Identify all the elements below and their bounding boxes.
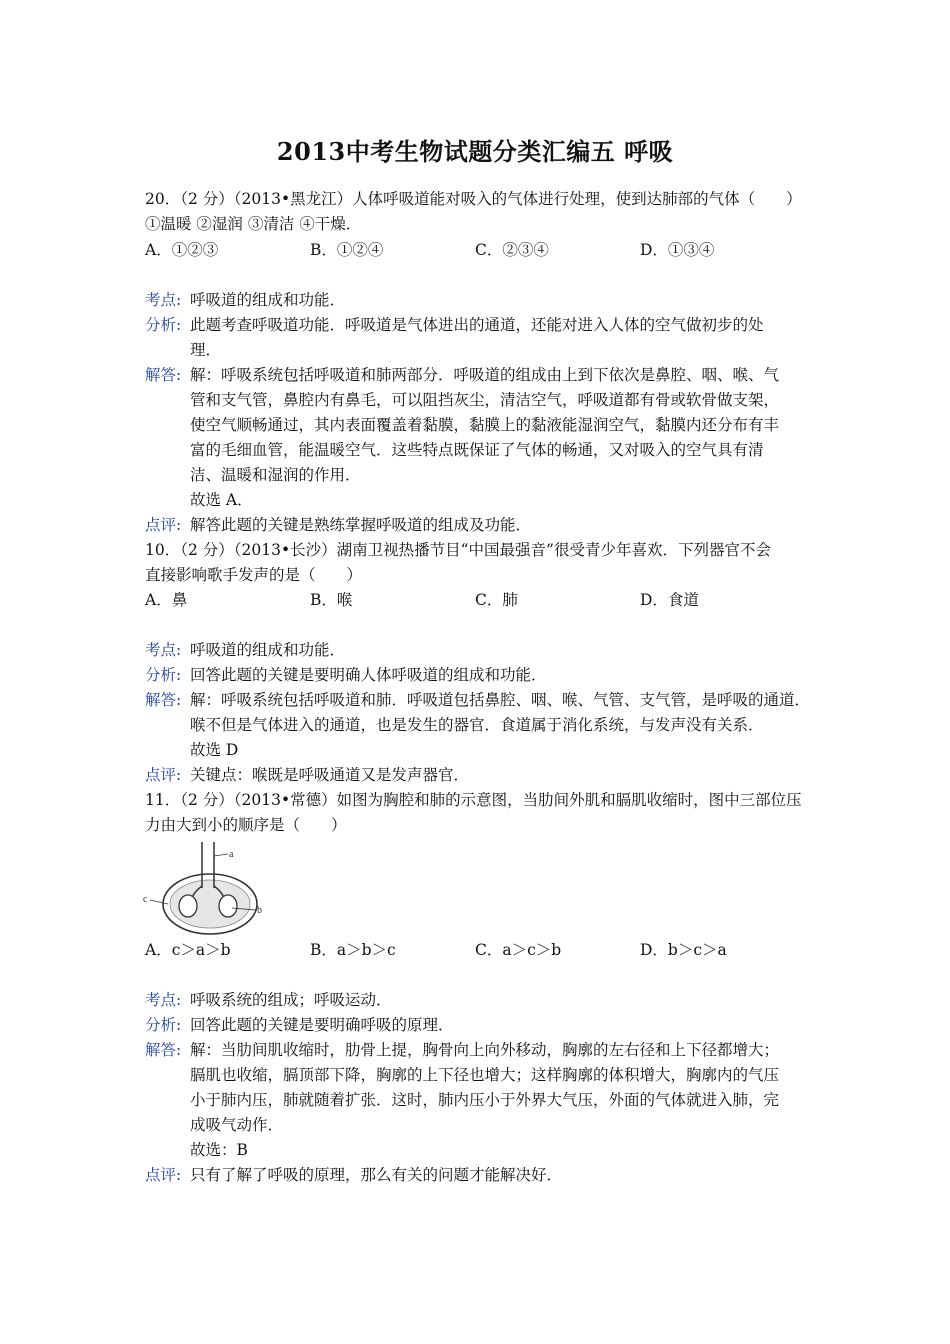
kaodian-text: 呼吸道的组成和功能．	[190, 291, 346, 309]
pointer-c	[150, 900, 168, 904]
page-title: 2013中考生物试题分类汇编五 呼吸	[276, 137, 674, 166]
question-stem: 20．（2 分）（2013•黑龙江）人体呼吸道能对吸入的气体进行处理，使到达肺部的气体（ ）	[145, 190, 802, 208]
option-b: B．a＞b＞c	[310, 941, 396, 959]
label-a: a	[229, 849, 234, 860]
left-lung	[179, 895, 197, 917]
pointer-a	[214, 854, 228, 856]
jieda-answer: 故选：B	[190, 1141, 248, 1159]
question-stem: 直接影响歌手发声的是（ ）	[145, 566, 363, 584]
fenxi-text: 理．	[190, 341, 222, 359]
dianping-text: 只有了解了呼吸的原理，那么有关的问题才能解决好．	[190, 1166, 563, 1184]
jieda-label: 解答:	[145, 1041, 182, 1059]
jieda-text: 洁、温暖和湿润的作用．	[190, 466, 361, 484]
jieda-label: 解答:	[145, 691, 182, 709]
dianping-text: 解答此题的关键是熟练掌握呼吸道的组成及功能．	[190, 516, 532, 534]
kaodian-label: 考点:	[145, 291, 182, 309]
jieda-text: 小于肺内压，肺就随着扩张．这时，肺内压小于外界大气压，外面的气体就进入肺，完	[190, 1091, 780, 1109]
kaodian-text: 呼吸系统的组成；呼吸运动．	[190, 991, 392, 1009]
fenxi-text: 回答此题的关键是要明确呼吸的原理．	[190, 1016, 454, 1034]
label-c: c	[143, 894, 148, 905]
jieda-text: 管和支气管，鼻腔内有鼻毛，可以阻挡灰尘，清洁空气，呼吸道都有骨或软骨做支架，	[190, 391, 780, 409]
option-a: A．c＞a＞b	[145, 941, 231, 959]
fenxi-label: 分析:	[145, 316, 182, 334]
dianping-label: 点评:	[145, 766, 182, 784]
fenxi-text: 回答此题的关键是要明确人体呼吸道的组成和功能．	[190, 666, 547, 684]
option-c: C．肺	[475, 591, 518, 609]
jieda-text: 富的毛细血管，能温暖空气．这些特点既保证了气体的畅通，又对吸入的空气具有清	[190, 441, 764, 459]
right-lung	[219, 895, 237, 917]
option-b: B．①②④	[310, 241, 384, 259]
jieda-text: 解：呼吸系统包括呼吸道和肺两部分．呼吸道的组成由上到下依次是鼻腔、咽、喉、气	[190, 366, 780, 384]
question-stem: 10．（2 分）（2013•长沙）湖南卫视热播节目“中国最强音”很受青少年喜欢．下列器官不会	[145, 541, 771, 559]
jieda-text: 使空气顺畅通过，其内表面覆盖着黏膜，黏膜上的黏液能湿润空气，黏膜内还分布有丰	[190, 416, 780, 434]
jieda-text: 膈肌也收缩，膈顶部下降，胸廓的上下径也增大；这样胸廓的体积增大，胸廓内的气压	[190, 1066, 780, 1084]
label-b: b	[257, 905, 262, 916]
question-stem: 11．（2 分）（2013•常德）如图为胸腔和肺的示意图，当肋间外肌和膈肌收缩时，图中三部位压	[145, 791, 802, 809]
thorax-lung-diagram	[140, 838, 280, 938]
option-c: C．②③④	[475, 241, 549, 259]
jieda-text: 成吸气动作．	[190, 1116, 284, 1134]
option-a: A．鼻	[145, 591, 188, 609]
option-d: D．食道	[640, 591, 699, 609]
option-b: B．喉	[310, 591, 353, 609]
jieda-text: 解：当肋间肌收缩时，肋骨上提，胸骨向上向外移动，胸廓的左右径和上下径都增大；	[190, 1041, 780, 1059]
jieda-label: 解答:	[145, 366, 182, 384]
jieda-text: 喉不但是气体进入的通道，也是发生的器官．食道属于消化系统，与发声没有关系．	[190, 716, 764, 734]
option-c: C．a＞c＞b	[475, 941, 562, 959]
option-d: D．①③④	[640, 241, 715, 259]
question-stem: 力由大到小的顺序是（ ）	[145, 816, 347, 834]
dianping-label: 点评:	[145, 1166, 182, 1184]
jieda-answer: 故选 A．	[190, 491, 253, 509]
kaodian-text: 呼吸道的组成和功能．	[190, 641, 346, 659]
question-stem: ①温暖 ②湿润 ③清洁 ④干燥．	[145, 215, 362, 233]
jieda-answer: 故选 D	[190, 741, 239, 759]
fenxi-label: 分析:	[145, 1016, 182, 1034]
fenxi-label: 分析:	[145, 666, 182, 684]
dianping-label: 点评:	[145, 516, 182, 534]
fenxi-text: 此题考查呼吸道功能．呼吸道是气体进出的通道，还能对进入人体的空气做初步的处	[190, 316, 764, 334]
dianping-text: 关键点：喉既是呼吸通道又是发声器官．	[190, 766, 470, 784]
jieda-text: 解：呼吸系统包括呼吸道和肺．呼吸道包括鼻腔、咽、喉、气管、支气管，是呼吸的通道．	[190, 691, 811, 709]
kaodian-label: 考点:	[145, 641, 182, 659]
option-a: A．①②③	[145, 241, 219, 259]
kaodian-label: 考点:	[145, 991, 182, 1009]
option-d: D．b＞c＞a	[640, 941, 727, 959]
